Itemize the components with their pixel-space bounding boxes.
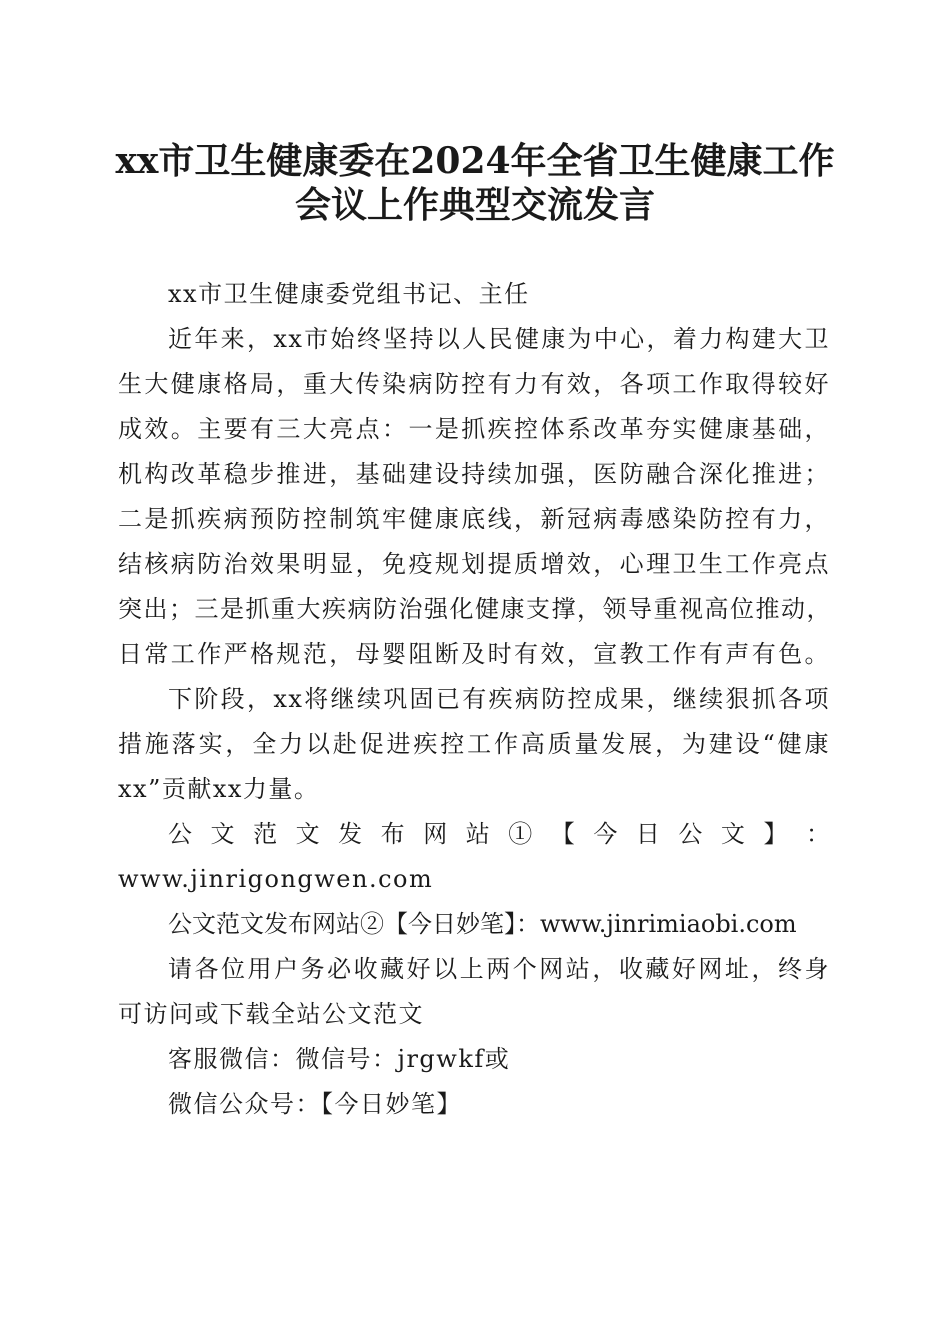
paragraph-line: 下阶段，xx将继续巩固已有疾病防控成果，继续狠抓各项: [168, 685, 830, 713]
paragraph-line: xx”贡献xx力量。: [118, 775, 320, 803]
paragraph-line: 突出；三是抓重大疾病防治强化健康支撑，领导重视高位推动，: [118, 595, 832, 623]
author-line: xx市卫生健康委党组书记、主任: [168, 280, 530, 308]
notice-line: 可访问或下载全站公文范文: [118, 1000, 424, 1028]
document-body: [118, 272, 830, 1127]
paragraph-line: 二是抓疾病预防控制筑牢健康底线，新冠病毒感染防控有力，: [118, 505, 830, 533]
paragraph-line: 生大健康格局，重大传染病防控有力有效，各项工作取得较好: [118, 370, 830, 398]
website-line-1: 公 文 范 文 发 布 网 站 ① 【 今 日 公 文 】 ：: [168, 820, 830, 848]
website-url-1: www.jinrigongwen.com: [118, 865, 434, 893]
wechat-service-line: 客服微信：微信号：jrgwkf或: [168, 1045, 511, 1073]
website-line-2: 公文范文发布网站②【今日妙笔】：www.jinrimiaobi.com: [168, 910, 797, 938]
paragraph-line: 措施落实，全力以赴促进疾控工作高质量发展，为建设“健康: [118, 730, 830, 758]
paragraph-line: 结核病防治效果明显，免疫规划提质增效，心理卫生工作亮点: [118, 550, 830, 578]
paragraph-line: 机构改革稳步推进，基础建设持续加强，医防融合深化推进；: [118, 460, 830, 488]
paragraph-line: 日常工作严格规范，母婴阻断及时有效，宣教工作有声有色。: [118, 640, 830, 668]
paragraph-line: 成效。主要有三大亮点：一是抓疾控体系改革夯实健康基础，: [118, 415, 830, 443]
notice-line: 请各位用户务必收藏好以上两个网站，收藏好网址，终身: [168, 955, 830, 983]
paragraph-line: 近年来，xx市始终坚持以人民健康为中心，着力构建大卫: [168, 325, 830, 353]
wechat-account-line: 微信公众号：【今日妙笔】: [168, 1090, 462, 1118]
document-title-line-2: 会议上作典型交流发言: [294, 184, 655, 226]
document-title-line-1: xx市卫生健康委在2024年全省卫生健康工作: [115, 140, 835, 182]
